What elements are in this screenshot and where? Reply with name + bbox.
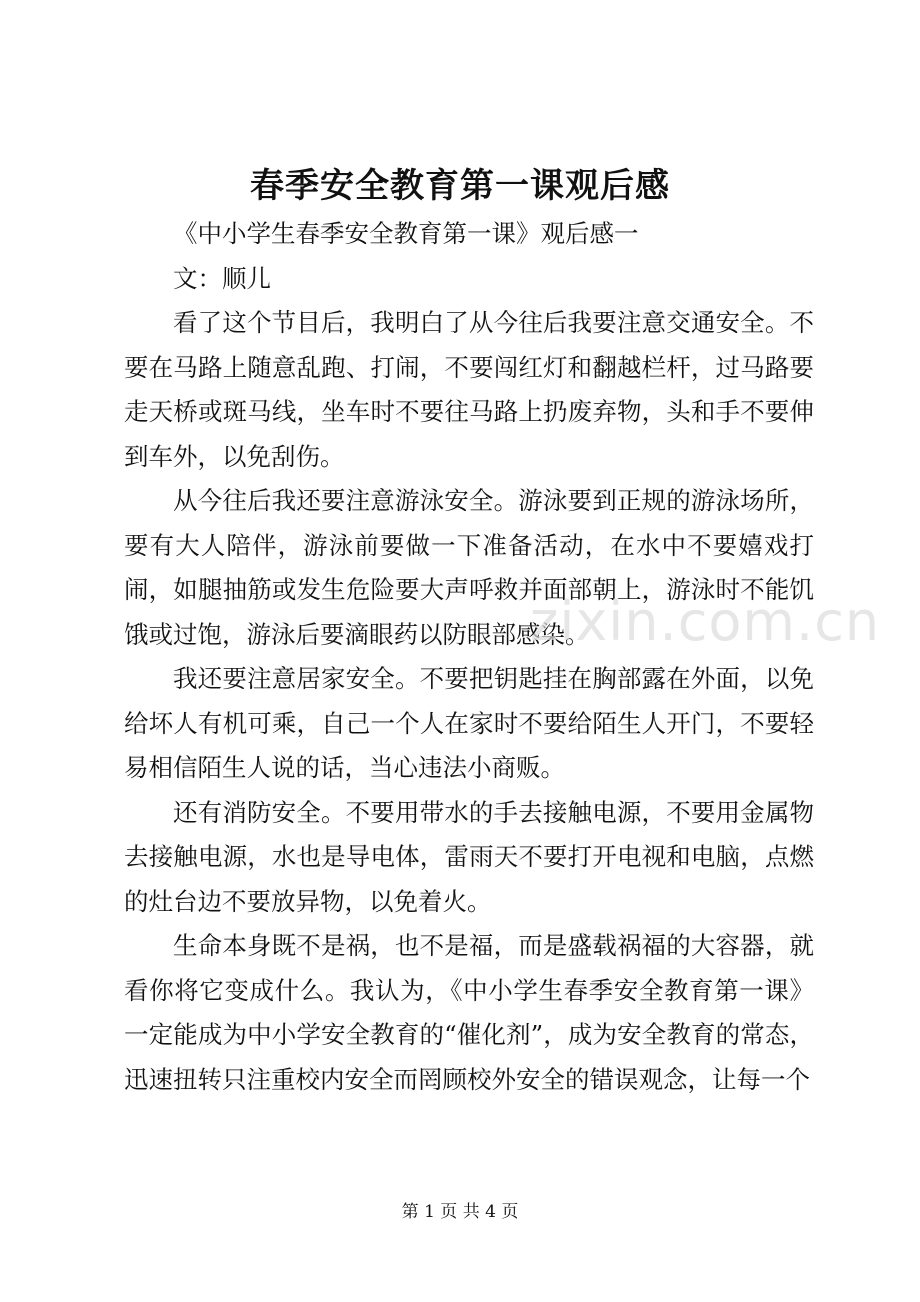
document-title: 春季安全教育第一课观后感 [250, 166, 670, 206]
subtitle-paragraph: 《中小学生春季安全教育第一课》观后感一 [173, 219, 639, 248]
body-paragraph-home: 我还要注意居家安全。不要把钥匙挂在胸部露在外面，以免给坏人有机可乘，自己一个人在家时不要给陌生人开门，不要轻易相信陌生人说的话，当心违法小商贩。 [124, 664, 814, 782]
body-paragraph-conclusion: 生命本身既不是祸，也不是福，而是盛载祸福的大容器，就看你将它变成什么。我认为，《中小学生春季安全教育第一课》一定能成为中小学安全教育的“催化剂”，成为安全教育的常态，迅速扭转只注重校内安全而罔顾校外安全的错误观念，让每一个 [124, 931, 814, 1094]
body-paragraph-swimming: 从今往后我还要注意游泳安全。游泳要到正规的游泳场所，要有大人陪伴，游泳前要做一下准备活动，在水中不要嬉戏打闹，如腿抽筋或发生危险要大声呼救并面部朝上，游泳时不能饥饿或过饱，游泳后要滴眼药以防眼部感染。 [124, 486, 814, 649]
author-line: 文：顺儿 [173, 263, 271, 293]
body-paragraph-traffic: 看了这个节目后，我明白了从今往后我要注意交通安全。不要在马路上随意乱跑、打闹，不要闯红灯和翻越栏杆，过马路要走天桥或斑马线，坐车时不要往马路上扔废弃物，头和手不要伸到车外，以免刮伤。 [124, 308, 814, 471]
body-paragraph-fire: 还有消防安全。不要用带水的手去接触电源，不要用金属物去接触电源，水也是导电体，雷雨天不要打开电视和电脑，点燃的灶台边不要放异物，以免着火。 [124, 797, 814, 916]
watermark-text: zixin.com.cn [530, 590, 881, 653]
page-footer: 第 1 页 共 4 页 [401, 1202, 519, 1222]
document-body [124, 212, 814, 1102]
